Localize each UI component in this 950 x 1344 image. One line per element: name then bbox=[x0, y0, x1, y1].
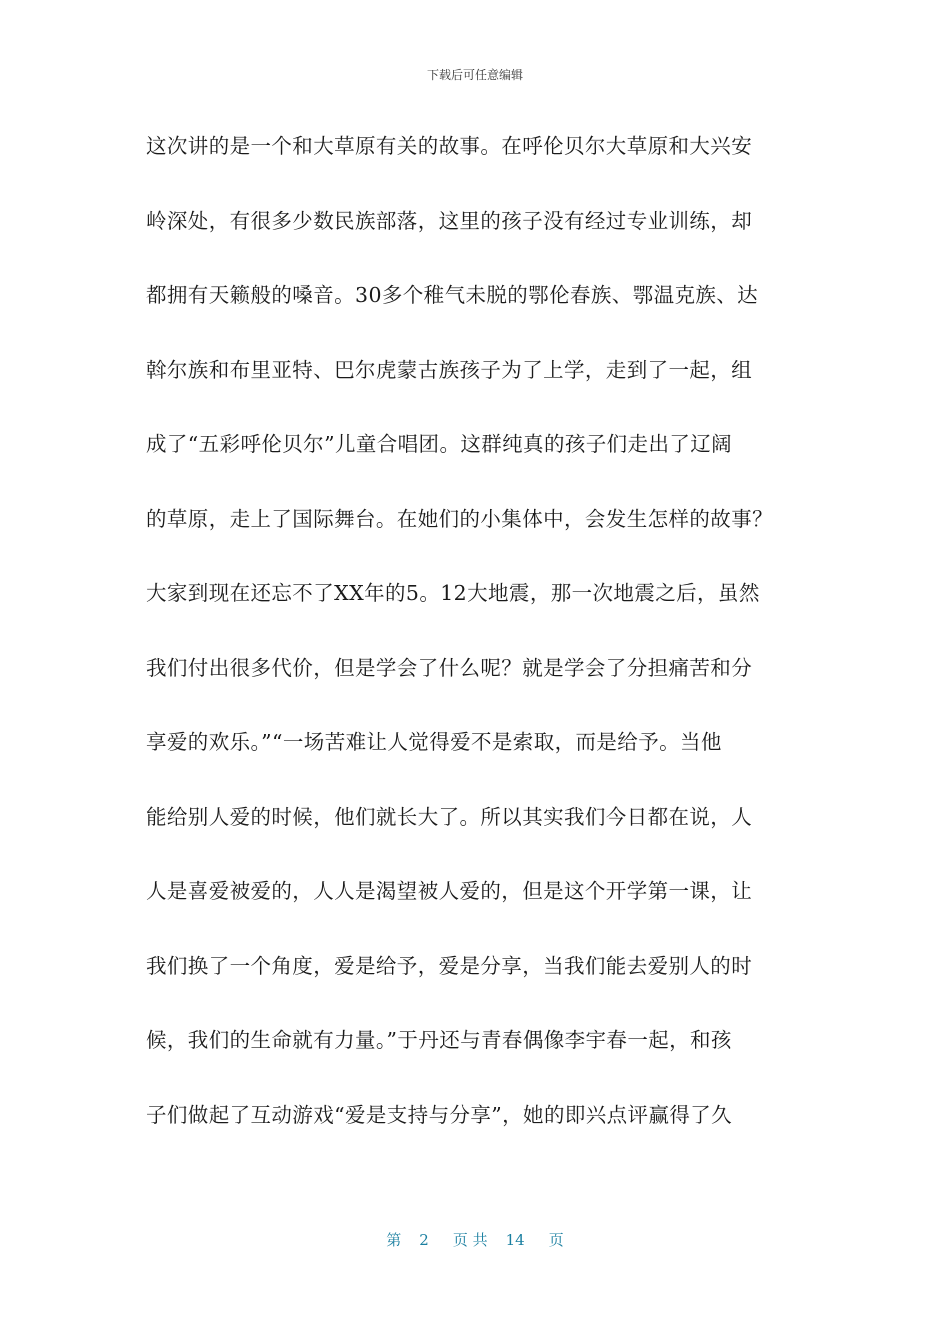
text-line: 岭深处，有很多少数民族部落，这里的孩子没有经过专业训练，却 bbox=[146, 208, 753, 233]
text-line: 这次讲的是一个和大草原有关的故事。在呼伦贝尔大草原和大兴安 bbox=[146, 134, 753, 158]
text-line: 子们做起了互动游戏“爱是支持与分享”，她的即兴点评赢得了久 bbox=[146, 1102, 733, 1127]
footer-label-ye: 页 bbox=[548, 1231, 564, 1249]
text-line: 我们换了一个角度，爱是给予，爱是分享，当我们能去爱别人的时 bbox=[146, 953, 753, 978]
footer-page-number: 2 bbox=[419, 1231, 429, 1249]
text-line: 我们付出很多代价，但是学会了什么呢？就是学会了分担痛苦和分 bbox=[146, 655, 753, 680]
text-line: 人是喜爱被爱的，人人是渴望被人爱的，但是这个开学第一课，让 bbox=[146, 879, 753, 903]
text-line: 成了“五彩呼伦贝尔”儿童合唱团。这群纯真的孩子们走出了辽阔 bbox=[146, 432, 733, 456]
text-line: 大家到现在还忘不了XX年的5。12大地震，那一次地震之后，虽然 bbox=[146, 581, 760, 605]
text-line: 能给别人爱的时候，他们就长大了。所以其实我们今日都在说，人 bbox=[146, 804, 753, 829]
footer-total-pages: 14 bbox=[505, 1231, 525, 1249]
page-header: 下载后可任意编辑 bbox=[426, 68, 523, 82]
text-line: 斡尔族和布里亚特、巴尔虎蒙古族孩子为了上学，走到了一起，组 bbox=[146, 357, 753, 382]
text-line: 都拥有天籁般的嗓音。30多个稚气未脱的鄂伦春族、鄂温克族、达 bbox=[146, 283, 759, 307]
footer-label-ye-gong: 页 共 bbox=[452, 1231, 488, 1249]
text-line: 候，我们的生命就有力量。”于丹还与青春偶像李宇春一起，和孩 bbox=[146, 1028, 732, 1052]
text-line: 享爱的欢乐。”“一场苦难让人觉得爱不是索取，而是给予。当他 bbox=[146, 730, 722, 754]
document-body bbox=[146, 128, 826, 1171]
footer-label-di: 第 bbox=[386, 1231, 402, 1249]
page-footer bbox=[0, 1229, 950, 1250]
text-line: 的草原，走上了国际舞台。在她们的小集体中，会发生怎样的故事？ bbox=[146, 506, 773, 531]
